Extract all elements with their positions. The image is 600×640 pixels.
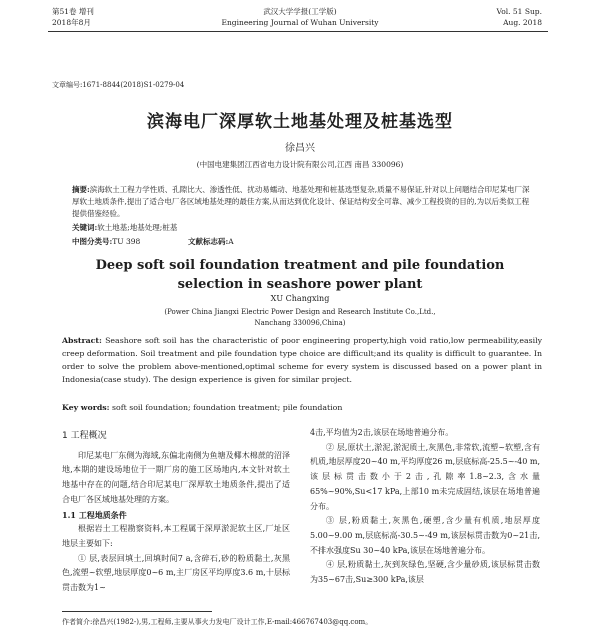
cn-keywords-text: 软土地基;地基处理;桩基 [97,223,178,232]
en-keywords [62,403,342,412]
en-affiliation-line1: (Power China Jiangxi Electric Power Design and Research Institute Co.,Ltd., [164,308,436,316]
clc-label: 中图分类号: [72,237,113,246]
en-abstract [62,334,542,386]
clc-value: TU 398 [112,237,141,246]
volume-cn: 第51卷 增刊 [52,7,94,16]
volume-en: Vol. 51 Sup. [496,7,542,16]
clc-number [72,236,140,247]
article-number: 文章编号:1671-8844(2018)S1-0279-04 [52,81,185,89]
en-title-line1: Deep soft soil foundation treatment and pile foundation [95,258,505,273]
body-column-left [62,426,290,596]
body-paragraph: ② 层,原状土,淤泥,淤泥质土,灰黑色,非常软,流塑~软塑,含有机质,地层厚度20~40 m,平均厚度26 m,层底标高-25.5~-40 m,该层标贯击数小于2击,孔隙率1.8~2.3,含水量65%~90%,Su<17 kPa,上部10 m未完成固结,该层在场地普遍分布。 [310,442,540,511]
journal-cn: 武汉大学学报(工学版) [263,7,337,16]
cn-keywords-label: 关键词: [72,223,98,232]
author-footnote: 作者简介:徐昌兴(1982-),男,工程师,主要从事火力发电厂设计工作,E-mail:466767403@qq.com。 [62,618,373,626]
cn-author: 徐昌兴 [285,143,315,154]
date-en: Aug. 2018 [503,18,542,27]
doc-value: A [228,237,234,246]
cn-affiliation: (中国电建集团江西省电力设计院有限公司,江西 南昌 330096) [196,160,404,169]
section-heading: 1 工程概况 [62,431,107,441]
en-title [0,256,600,294]
en-affiliation [0,307,600,329]
en-abstract-label: Abstract: [62,336,102,345]
cn-keywords [72,222,177,233]
body-paragraph: ③ 层,粉质黏土,灰黑色,硬塑,含少量有机质,地层厚度5.00~9.00 m,层底标高-30.5~-49 m,该层标贯击数为0~21击,不排水强度Su 30~40 kPa,该层在场地普遍分布。 [310,516,540,555]
en-affiliation-line2: Nanchang 330096,China) [254,319,346,327]
document-code [188,236,234,247]
header-rule [48,31,548,32]
en-keywords-label: Key words: [62,403,110,412]
date-cn: 2018年8月 [52,18,91,27]
body-paragraph: 根据岩土工程勘察资料,本工程属于深厚淤泥软土区,厂址区地层主要如下: [62,524,290,548]
body-paragraph: 印尼某电厂东侧为海域,东偏北南侧为鱼塘及椰木棉蔗的沼泽地,本期的建设场地位于一期厂房的施工区场地内,本文针对软土地基中存在的问题,结合印尼某电厂深厚软土地质条件,提出了适合电厂各区域地基处理的方案。 [62,450,290,504]
cn-abstract [72,184,532,220]
cn-title: 滨海电厂深厚软土地基处理及桩基选型 [147,112,453,132]
body-column-right [310,426,540,588]
footnote-rule [62,611,212,612]
en-title-line2: selection in seashore power plant [177,277,423,292]
header-volume-en [497,6,543,28]
en-author: XU Changxing [270,294,330,303]
cn-abstract-label: 摘要: [72,185,90,194]
journal-en: Engineering Journal of Wuhan University [221,18,379,27]
body-paragraph: 4击,平均值为2击,该层在场地普遍分布。 [310,428,454,437]
subsection-heading: 1.1 工程地质条件 [62,509,127,520]
doc-label: 文献标志码: [188,237,229,246]
body-paragraph: ① 层,表层回填土,回填时间7 a,含碎石,砂的粉质黏土,灰黑色,流塑~软塑,地层厚度0~6 m,主厂房区平均厚度3.6 m,十层标贯击数为1~ [62,553,290,593]
cn-abstract-text: 滨海软土工程力学性质、孔隙比大、渗透性低、扰动易蠕动、地基处理和桩基选型复杂,质量不易保证,针对以上问题结合印尼某电厂深厚软土地质条件,提出了适合电厂各区域地基处理的最佳方案,从而达到优化设计、保证结构安全可靠、减少工程投资的目的,为以后类似工程提供借鉴经验。 [72,185,530,218]
en-keywords-text: soft soil foundation; foundation treatment; pile foundation [112,403,343,412]
body-paragraph: ④ 层,粉质黏土,灰到灰绿色,坚硬,含少量砂质,该层标贯击数为35~67击,Su≥300 kPa,该层 [310,560,540,585]
en-abstract-text: Seashore soft soil has the characteristic of poor engineering property,high void ratio,low permeability,easily creep deformation. Soil treatment and pile foundation type choice are difficult;and its quality is difficult to guarantee. In order to solve the problem above-mentioned,optimal scheme for every system is discussed based on a power plant in Indonesia(case study). The design experience is given for similar project. [62,336,542,384]
